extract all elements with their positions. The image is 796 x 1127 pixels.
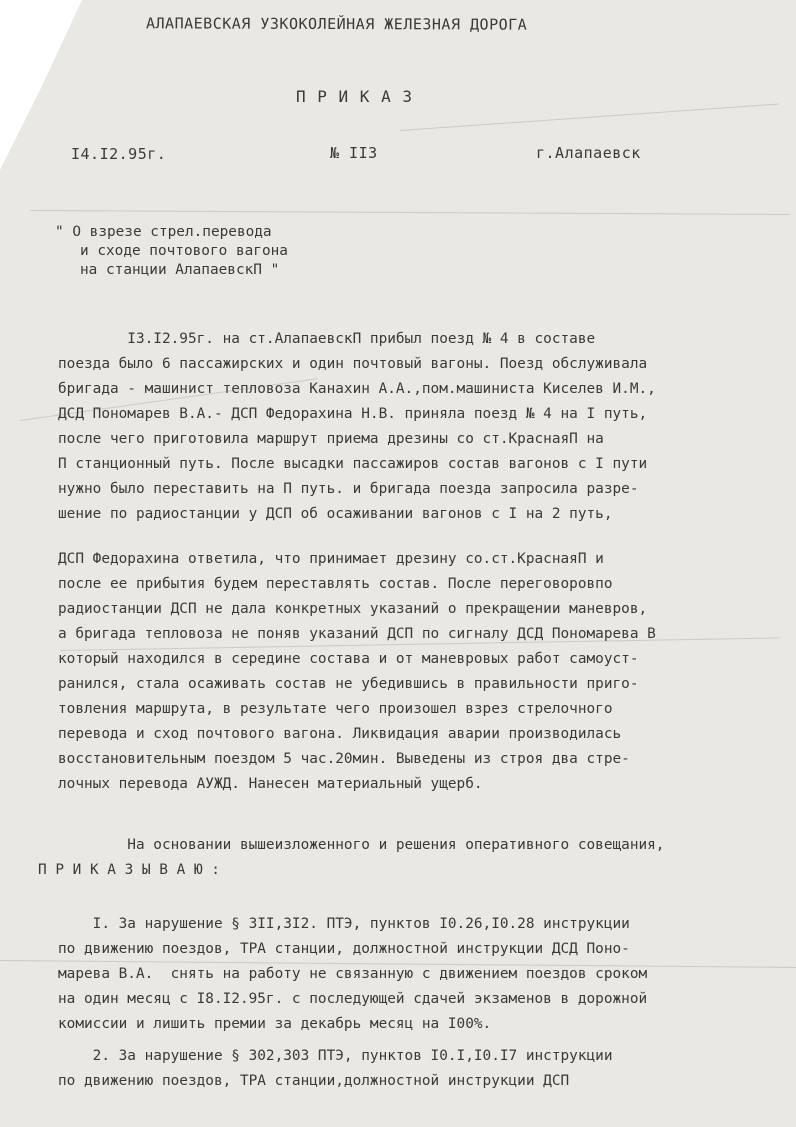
item-2-line: по движению поездов, ТРА станции,должностной инструкции ДСП (58, 1073, 570, 1089)
body-line: ДСП Федорахина ответила, что принимает дрезину со.ст.КраснаяП и (58, 551, 604, 567)
body-line: I3.I2.95г. на ст.АлапаевскП прибыл поезд № 4 в составе (58, 331, 596, 347)
subject-line: на станции АлапаевскП " (80, 262, 280, 278)
item-1-line: на один месяц с I8.I2.95г. с последующей сдачей экзаменов в дорожной (58, 991, 648, 1007)
item-1-line: I. За нарушение § 3ІІ,3I2. ПТЭ, пунктов I0.26,I0.28 инструкции (58, 916, 630, 932)
item-1-line: по движению поездов, ТРА станции, должностной инструкции ДСД Поно- (58, 941, 630, 957)
subject-line: " О взрезе стрел.перевода (55, 224, 272, 240)
body-line: который находился в середине состава и от маневровых работ самоуст- (58, 651, 639, 667)
order-date: I4.I2.95г. (71, 145, 167, 163)
body-line: ДСД Пономарев В.А.- ДСП Федорахина Н.В. приняла поезд № 4 на I путь, (58, 406, 648, 422)
body-line: лочных перевода АУЖД. Нанесен материальный ущерб. (58, 776, 483, 792)
body-line: а бригада тепловоза не поняв указаний ДСП по сигналу ДСД Пономарева В (58, 626, 656, 642)
body-line: поезда было 6 пассажирских и один почтовый вагоны. Поезд обслуживала (58, 356, 648, 372)
item-1-line: марева В.А. снять на работу не связанную с движением поездов сроком (58, 966, 648, 982)
document-type: П Р И К А З (296, 87, 413, 106)
body-line: шение по радиостанции у ДСП об осаживании вагонов с I на 2 путь, (58, 506, 613, 522)
order-place: г.Алапаевск (536, 144, 641, 162)
body-line: нужно было переставить на П путь. и бригада поезда запросила разре- (58, 481, 639, 497)
body-line: после ее прибытия будем переставлять состав. После переговоровпо (58, 576, 613, 592)
item-1-line: комиссии и лишить премии за декабрь месяц на I00%. (58, 1016, 492, 1032)
body-line: ранился, стала осаживать состав не убедившись в правильности приго- (58, 676, 639, 692)
basis-line: На основании вышеизложенного и решения оперативного совещания, (58, 837, 665, 853)
body-line: радиостанции ДСП не дала конкретных указаний о прекращении маневров, (58, 601, 648, 617)
body-line: товления маршрута, в результате чего произошел взрез стрелочного (58, 701, 613, 717)
order-number: № II3 (330, 144, 378, 162)
order-word: П Р И К А З Ы В А Ю : (38, 862, 220, 878)
organization-title: АЛАПАЕВСКАЯ УЗКОКОЛЕЙНАЯ ЖЕЛЕЗНАЯ ДОРОГА (145, 14, 528, 34)
body-line: бригада - машинист тепловоза Канахин А.А.,пом.машиниста Киселев И.М., (58, 381, 656, 397)
subject-line: и сходе почтового вагона (80, 243, 288, 259)
body-line: восстановительным поездом 5 час.20мин. Выведены из строя два стре- (58, 751, 630, 767)
item-2-line: 2. За нарушение § 302,303 ПТЭ, пунктов I0.I,I0.I7 инструкции (58, 1048, 613, 1064)
body-line: перевода и сход почтового вагона. Ликвидация аварии производилась (58, 726, 622, 742)
body-line: после чего приготовила маршрут приема дрезины со ст.КраснаяП на (58, 431, 604, 447)
body-line: П станционный путь. После высадки пассажиров состав вагонов с I пути (58, 456, 648, 472)
